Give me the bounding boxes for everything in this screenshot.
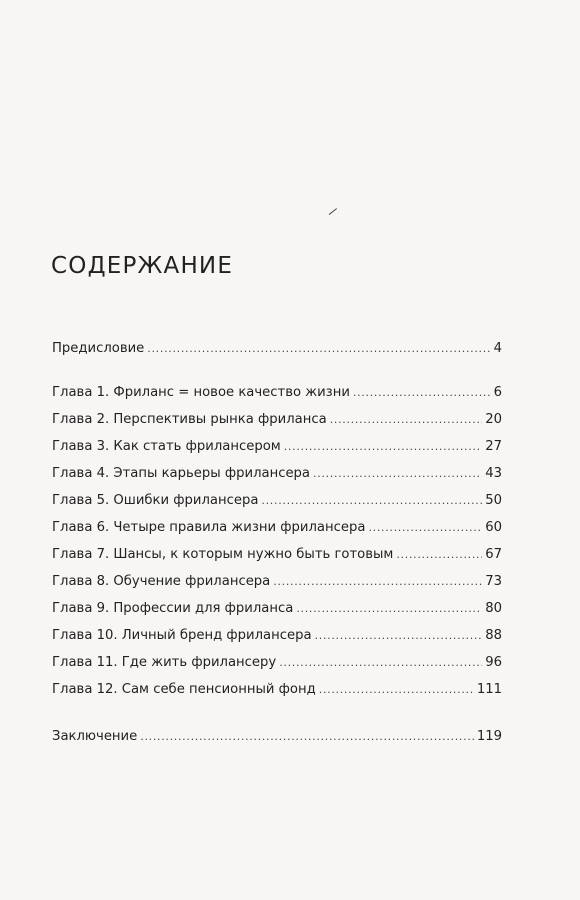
toc-entry-label: Глава 1. Фриланс = новое качество жизни	[52, 385, 350, 400]
toc-entry-label: Глава 10. Личный бренд фрилансера	[52, 628, 312, 643]
toc-entry-label: Глава 11. Где жить фрилансеру	[52, 655, 277, 670]
dot-leader	[140, 727, 474, 747]
toc-entry-page: 20	[485, 412, 502, 427]
toc-entry-label: Глава 12. Сам себе пенсионный фонд	[52, 682, 316, 697]
dot-leader	[261, 491, 482, 511]
toc-entry-label: Предисловие	[52, 341, 145, 356]
toc-entry-label: Заключение	[52, 729, 138, 744]
dot-leader	[273, 572, 482, 592]
dot-leader	[319, 680, 474, 700]
toc-entry-page: 27	[485, 439, 502, 454]
toc-entry-label: Глава 8. Обучение фрилансера	[52, 574, 271, 589]
toc-entry-page: 96	[485, 655, 502, 670]
toc-entry-label: Глава 5. Ошибки фрилансера	[52, 493, 259, 508]
toc-entry-label: Глава 6. Четыре правила жизни фрилансера	[52, 520, 366, 535]
toc-entry-page: 50	[485, 493, 502, 508]
toc-entry-label: Глава 9. Профессии для фриланса	[52, 601, 294, 616]
dot-leader	[296, 599, 482, 619]
toc-entry-chapter-5	[52, 491, 502, 511]
toc-entry-chapter-3	[52, 437, 502, 457]
toc-entry-page: 73	[485, 574, 502, 589]
toc-entry-chapter-8	[52, 572, 502, 592]
toc-entry-chapter-7	[52, 545, 502, 565]
toc-entry-chapter-2	[52, 410, 502, 430]
pencil-mark	[329, 208, 338, 215]
dot-leader	[368, 518, 482, 538]
toc-entry-conclusion	[52, 727, 502, 747]
toc-entry-page: 4	[493, 341, 502, 356]
toc-entry-page: 43	[485, 466, 502, 481]
toc-entry-page: 60	[485, 520, 502, 535]
toc-entry-label: Глава 2. Перспективы рынка фриланса	[52, 412, 327, 427]
toc-entry-label: Глава 4. Этапы карьеры фрилансера	[52, 466, 311, 481]
toc-entry-label: Глава 7. Шансы, к которым нужно быть готовым	[52, 547, 394, 562]
toc-entry-preface	[52, 339, 502, 359]
toc-entry-label: Глава 3. Как стать фрилансером	[52, 439, 281, 454]
dot-leader	[284, 437, 482, 457]
toc-entry-chapter-6	[52, 518, 502, 538]
toc-entry-chapter-9	[52, 599, 502, 619]
page-title: СОДЕРЖАНИЕ	[51, 253, 234, 279]
toc-entry-chapter-12	[52, 680, 502, 700]
dot-leader	[313, 464, 482, 484]
toc-entry-chapter-1	[52, 383, 502, 403]
toc-entry-chapter-4	[52, 464, 502, 484]
toc-entry-page: 80	[485, 601, 502, 616]
dot-leader	[147, 339, 490, 359]
dot-leader	[353, 383, 491, 403]
dot-leader	[330, 410, 483, 430]
toc-entry-page: 6	[493, 385, 502, 400]
toc-entry-page: 88	[485, 628, 502, 643]
toc-entry-chapter-11	[52, 653, 502, 673]
dot-leader	[315, 626, 483, 646]
toc-entry-page: 111	[476, 682, 502, 697]
dot-leader	[396, 545, 482, 565]
dot-leader	[279, 653, 482, 673]
toc-entry-chapter-10	[52, 626, 502, 646]
toc-entry-page: 67	[485, 547, 502, 562]
toc-entry-page: 119	[476, 729, 502, 744]
